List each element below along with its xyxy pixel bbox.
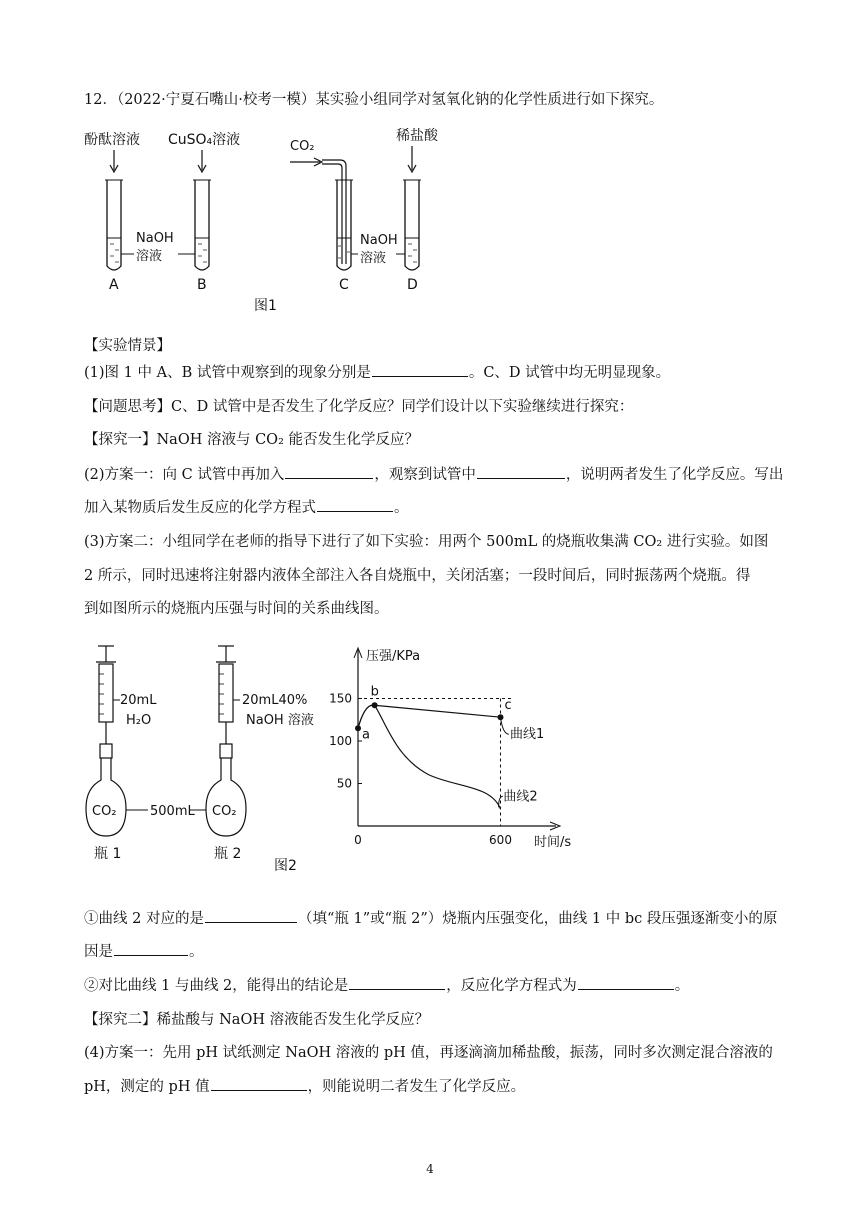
sub2-part-b: ，反应化学方程式为 bbox=[446, 978, 577, 994]
question-2-line-2 bbox=[84, 496, 409, 517]
test-tube-b bbox=[193, 180, 211, 270]
sub1-part-a: ①曲线 2 对应的是 bbox=[84, 911, 204, 927]
sub1-part-c: 因是 bbox=[84, 944, 113, 960]
answer-blank bbox=[349, 975, 445, 990]
syringe-1-liquid: H₂O bbox=[126, 713, 152, 728]
series-line-1 bbox=[358, 705, 501, 728]
sub-question-1-line-2 bbox=[84, 940, 204, 961]
question-header: 12．（2022·宁夏石嘴山·校考一模）某实验小组同学对氢氧化钠的化学性质进行如下探究。 bbox=[84, 92, 664, 108]
question-3-line-1: (3)方案二：小组同学在老师的指导下进行了如下实验：用两个 500mL 的烧瓶收集满 CO₂ 进行实验。如图 bbox=[84, 534, 769, 550]
naoh-label-cd-2: 溶液 bbox=[360, 251, 387, 266]
page-number: 4 bbox=[426, 1162, 434, 1176]
question-2-line-1 bbox=[84, 463, 783, 484]
question-4-line-2 bbox=[84, 1075, 525, 1096]
syringe-2-volume: 20mL40% bbox=[242, 693, 308, 708]
y-tick-label: 50 bbox=[336, 776, 352, 791]
question-1 bbox=[84, 361, 670, 382]
bottle-2-label: 瓶 2 bbox=[214, 846, 242, 862]
explore-1-title: 【探究一】NaOH 溶液与 CO₂ 能否发生化学反应？ bbox=[84, 432, 419, 448]
sub1-part-d: 。 bbox=[189, 944, 204, 960]
q1-tail: 。C、D 试管中均无明显现象。 bbox=[468, 365, 671, 381]
curve-1-label: 曲线1 bbox=[510, 727, 545, 743]
q1-text: (1)图 1 中 A、B 试管中观察到的现象分别是 bbox=[84, 365, 371, 381]
point-b bbox=[372, 702, 378, 708]
question-3-line-2: 2 所示，同时迅速将注射器内液体全部注入各自烧瓶中，关闭活塞；一段时间后，同时振荡两个烧瓶。得 bbox=[84, 568, 751, 584]
sub-question-2 bbox=[84, 974, 689, 995]
x-axis-label: 时间/s bbox=[534, 835, 572, 850]
arrows bbox=[110, 146, 416, 172]
answer-blank bbox=[285, 464, 373, 479]
reagent-label-co2: CO₂ bbox=[290, 139, 315, 154]
point-label-c: c bbox=[504, 698, 512, 714]
bottle-1-label: 瓶 1 bbox=[94, 846, 122, 862]
syringe-2-liquid: NaOH 溶液 bbox=[246, 713, 314, 728]
point-label-b: b bbox=[370, 684, 379, 700]
q2-part-a: (2)方案一：向 C 试管中再加入 bbox=[84, 467, 285, 483]
answer-blank bbox=[317, 497, 393, 512]
figure-1-caption: 图1 bbox=[254, 298, 277, 314]
curve-2-label: 曲线2 bbox=[503, 789, 538, 805]
tube-label-d: D bbox=[407, 277, 418, 293]
sub1-part-b: （填“瓶 1”或“瓶 2”）烧瓶内压强变化，曲线 1 中 bc 段压强逐渐变小的原 bbox=[297, 911, 778, 927]
q4-part-c: ，则能说明二者发生了化学反应。 bbox=[307, 1079, 526, 1095]
question-3-line-3: 到如图所示的烧瓶内压强与时间的关系曲线图。 bbox=[84, 601, 389, 617]
point-a bbox=[355, 725, 361, 731]
syringe-1-volume: 20mL bbox=[120, 693, 157, 708]
reagent-label-hcl: 稀盐酸 bbox=[396, 128, 438, 144]
y-tick-label: 150 bbox=[329, 691, 352, 706]
question-4-line-1: (4)方案一：先用 pH 试纸测定 NaOH 溶液的 pH 值，再逐滴滴加稀盐酸，振荡，同时多次测定混合溶液的 bbox=[84, 1045, 773, 1061]
point-label-a: a bbox=[362, 727, 370, 743]
sub-question-1-line-1 bbox=[84, 907, 777, 928]
x-tick-label: 600 bbox=[489, 833, 512, 847]
q2-part-b: ，观察到试管中 bbox=[374, 467, 476, 483]
answer-blank bbox=[372, 362, 468, 377]
reagent-label-phenolphthalein: 酚酞溶液 bbox=[84, 132, 140, 148]
y-tick-label: 100 bbox=[329, 734, 352, 748]
flask-volume-label: 500mL bbox=[150, 804, 195, 819]
q2-part-e: 。 bbox=[394, 500, 409, 516]
tube-label-b: B bbox=[197, 277, 207, 293]
naoh-label-ab-1: NaOH bbox=[136, 231, 174, 246]
q2-part-c: ，说明两者发生了化学反应。写出 bbox=[565, 467, 784, 483]
answer-blank bbox=[114, 941, 188, 956]
naoh-label-cd-1: NaOH bbox=[360, 233, 398, 248]
problem-thinking: 【问题思考】C、D 试管中是否发生了化学反应？同学们设计以下实验继续进行探究： bbox=[84, 399, 634, 415]
naoh-label-ab-2: 溶液 bbox=[136, 249, 163, 264]
q2-part-d: 加入某物质后发生反应的化学方程式 bbox=[84, 500, 316, 516]
figure-2 bbox=[84, 640, 572, 874]
y-axis-label: 压强/KPa bbox=[366, 649, 421, 664]
test-tube-a bbox=[105, 180, 123, 270]
sub2-part-c: 。 bbox=[674, 978, 690, 994]
flask-1-gas: CO₂ bbox=[92, 804, 117, 819]
answer-blank bbox=[205, 908, 297, 923]
test-tube-c bbox=[322, 160, 353, 270]
flask-2-gas: CO₂ bbox=[212, 804, 237, 819]
x-tick-label: 0 bbox=[354, 833, 362, 847]
answer-blank bbox=[211, 1076, 307, 1091]
series-line-2 bbox=[358, 705, 501, 809]
sub2-part-a: ②对比曲线 1 与曲线 2，能得出的结论是 bbox=[84, 978, 349, 994]
reagent-label-cuso4: CuSO₄溶液 bbox=[168, 132, 241, 148]
explore-2-title: 【探究二】稀盐酸与 NaOH 溶液能否发生化学反应？ bbox=[84, 1012, 430, 1028]
tube-label-a: A bbox=[109, 277, 119, 293]
answer-blank bbox=[477, 464, 565, 479]
answer-blank bbox=[578, 975, 674, 990]
test-tube-d bbox=[403, 180, 421, 270]
figure-1 bbox=[84, 126, 444, 316]
pressure-time-chart bbox=[329, 648, 571, 850]
figure-2-caption: 图2 bbox=[274, 858, 297, 874]
section-experiment-scene: 【实验情景】 bbox=[84, 338, 171, 354]
tube-label-c: C bbox=[339, 277, 349, 293]
q4-part-b: pH，测定的 pH 值 bbox=[84, 1079, 210, 1095]
